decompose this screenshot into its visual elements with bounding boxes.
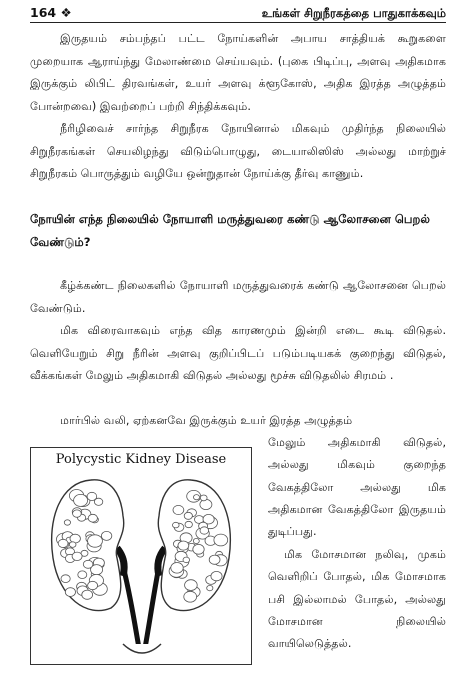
right-kidney-cyst bbox=[200, 527, 209, 534]
page-header bbox=[30, 4, 446, 23]
left-kidney-cyst bbox=[88, 514, 97, 522]
right-kidney-cyst bbox=[173, 522, 180, 528]
right-kidney-cyst bbox=[185, 580, 198, 591]
left-kidney-cyst bbox=[58, 539, 68, 547]
paragraph-cardiac-risk: இருதயம் சம்பந்தப் பட்ட நோய்களின் அபாய சாத்தியக் கூறுகளை முறையாக ஆராய்ந்து மேலாண்மை செய்யவும். (புகை பிடிப்பு, அளவு அதிகமாக இருக்கும் லிபிட் திரவங்கள், உயர் அளவு க்ளூகோஸ், அதிக இரத்த அழுத்தம் போன்றவை) இவற்றைப் பற்றி சிந்திக்கவும். bbox=[30, 32, 446, 113]
left-kidney-cyst bbox=[88, 535, 103, 547]
side-paragraph-heartbeat: மேலும் அதிகமாகி விடுதல், அல்லது மிகவும் குறைந்த வேகத்திலோ அல்லது மிக அதிகமான வேகத்திலோ இருதயம் துடிப்பது. bbox=[268, 436, 446, 539]
paragraph-dialysis: நீரிழிவைச் சார்ந்த சிறுநீரக நோயினால் மிகவும் முதிர்ந்த நிலையில் சிறுநீரகங்கள் செயலிழந்து விடும்பொழுது, டையாலிஸிஸ் அல்லது மாற்றுச் சிறுநீரகம் பொருத்தும் வழியே ஒன்றுதான் நோய்க்கு தீர்வு காணும். bbox=[30, 122, 446, 180]
right-kidney-cyst bbox=[178, 541, 189, 550]
side-paragraph-weakness: மிக மோசமான நலிவு, முகம் வெளிறிப் போதல், மிக மோசமாக பசி இல்லாமல் போதல், அல்லது மோசமான நிலையில் வாயிலெடுத்தல். bbox=[268, 548, 446, 651]
paragraph-weight-gain: மிக விரைவாகவும் எந்த வித காரணமும் இன்றி எடை கூடி விடுதல். வெளியேறும் சிறு நீரின் அளவு குறிப்பிடப் படும்படியகக் குறைந்து விடுதல், வீக்கங்கள் மேலும் அதிகமாகி விடுதல் அல்லது மூச்சு விடுதலில் சிரமம் . bbox=[30, 324, 446, 382]
left-kidney-cyst bbox=[69, 542, 76, 548]
left-kidney-cyst bbox=[78, 571, 87, 579]
left-kidney-cyst bbox=[88, 581, 98, 589]
right-kidney-cyst bbox=[185, 521, 192, 527]
right-kidney-cyst bbox=[183, 557, 190, 563]
left-kidney-cyst bbox=[72, 552, 82, 560]
paragraph-chest-pain: மார்பில் வலி, ஏற்கனவே இருக்கும் உயர் இரத்த அழுத்தம் bbox=[60, 414, 353, 427]
bladder bbox=[123, 644, 161, 653]
right-kidney-cyst bbox=[211, 571, 222, 580]
right-kidney-cyst bbox=[184, 591, 197, 602]
right-kidney-cyst bbox=[207, 585, 213, 590]
left-kidney-cyst bbox=[83, 560, 93, 568]
running-title: உங்கள் சிறுநீரகத்தை பாதுகாக்கவும் bbox=[261, 6, 446, 20]
right-kidney-cyst bbox=[193, 544, 204, 554]
right-kidney-cyst bbox=[209, 555, 220, 564]
left-kidney-cyst bbox=[64, 520, 70, 525]
section-question: நோயின் எந்த நிலையில் நோயாளி மருத்துவரை கண்டு ஆலோசனை பெறல் வேண்டும்? bbox=[30, 212, 431, 249]
page-number: 164 ❖ bbox=[30, 5, 72, 20]
paragraph-consult-intro: கீழ்க்கண்ட நிலைகளில் நோயாளி மருத்துவரைக் கண்டு ஆலோசனை பெறல் வேண்டும். bbox=[30, 279, 446, 315]
left-kidney-cyst bbox=[82, 590, 93, 599]
left-ureter bbox=[123, 566, 139, 648]
left-kidney-cyst bbox=[61, 575, 70, 583]
left-kidney-cyst bbox=[73, 510, 82, 517]
right-kidney-cyst bbox=[193, 538, 199, 543]
right-kidney-cyst bbox=[171, 563, 183, 574]
right-kidney-cyst bbox=[200, 499, 212, 509]
right-kidney-cyst bbox=[214, 534, 228, 546]
polycystic-kidney-figure bbox=[30, 447, 252, 665]
right-kidney-cyst bbox=[184, 512, 192, 519]
right-kidney-cyst bbox=[173, 505, 184, 514]
figure-caption: Polycystic Kidney Disease bbox=[55, 452, 227, 467]
kidney-illustration bbox=[31, 448, 251, 664]
right-kidney-cyst bbox=[194, 495, 200, 500]
right-ureter bbox=[145, 566, 159, 648]
right-kidney-cyst bbox=[200, 495, 207, 501]
left-kidney-cyst bbox=[65, 588, 75, 597]
left-kidney-cyst bbox=[74, 494, 88, 506]
left-kidney-cyst bbox=[101, 531, 111, 540]
left-kidney-cyst bbox=[87, 492, 97, 500]
